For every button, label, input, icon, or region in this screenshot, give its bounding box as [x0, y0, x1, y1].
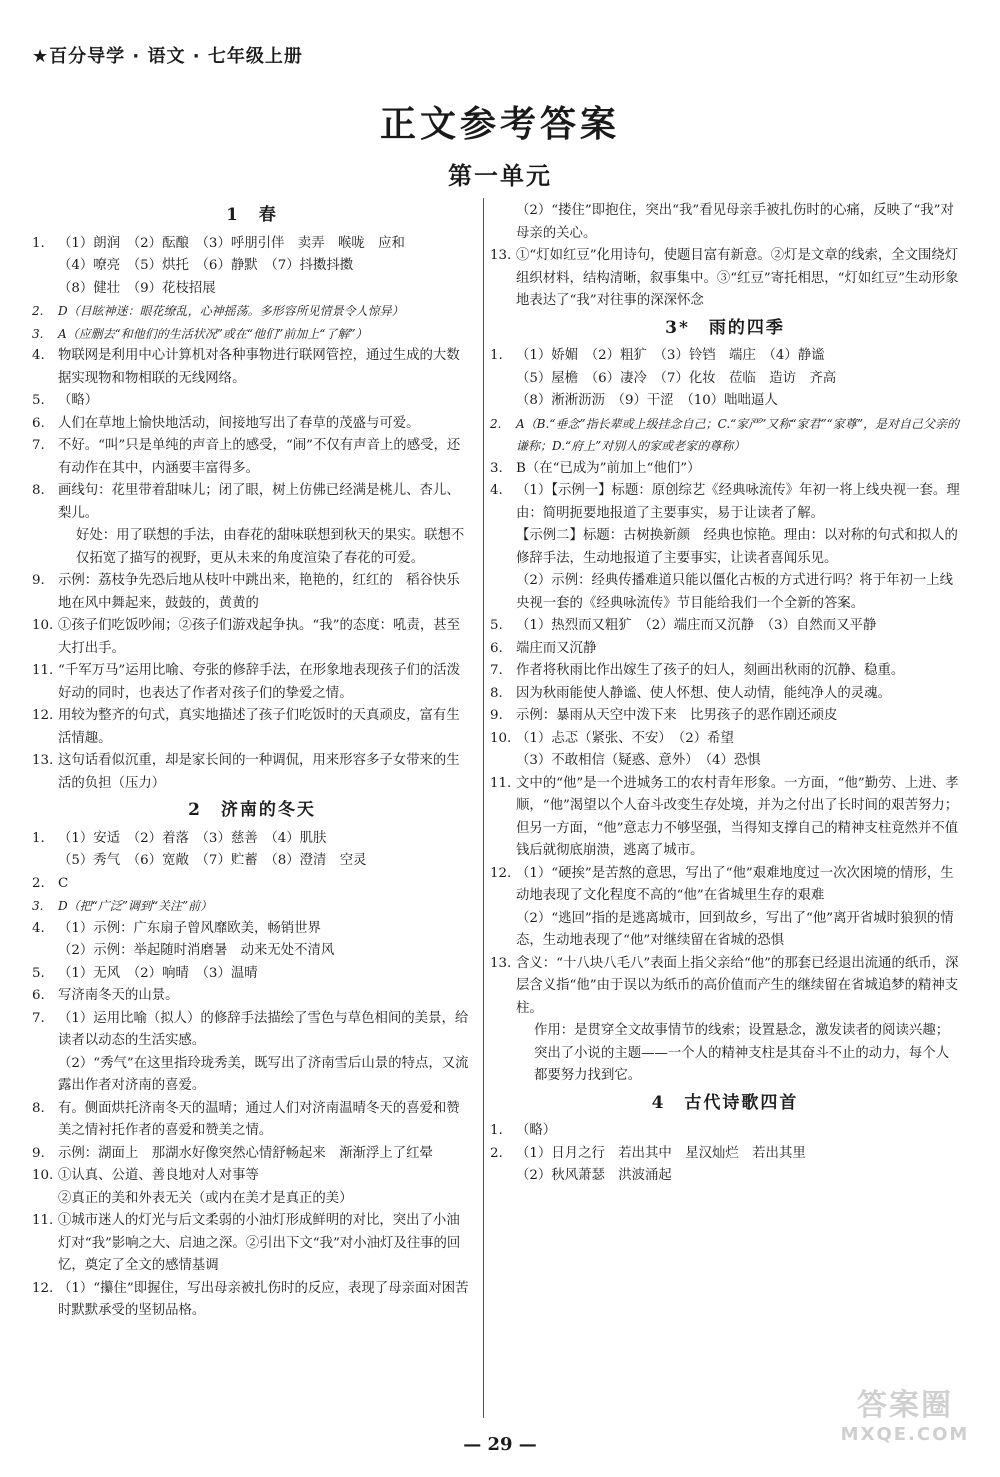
answer-number: 5.: [32, 393, 45, 408]
answer-item: [32, 985, 472, 1008]
answer-number: 4.: [32, 348, 45, 363]
answer-item: [490, 683, 960, 706]
answer-item: [32, 390, 472, 413]
answer-number: 6.: [490, 640, 503, 656]
answer-number: 12.: [32, 708, 54, 723]
answer-text: 含义：“十八块八毛八”表面上指父亲给“他”的那套已经退出流通的纸币，深层含义指“他”由于误以为纸币的高价值而产生的继续留在省城追梦的精神支柱。: [516, 955, 959, 1016]
answer-text: （1）日月之行 若出其中 星汉灿烂 若出其里: [516, 1145, 806, 1161]
answer-item: [32, 895, 472, 918]
answer-continuation: （2）“搂住”即抱住，突出“我”看见母亲手被扎伤时的心痛，反映了“我”对母亲的关心。: [516, 203, 954, 241]
answer-item: [32, 1098, 472, 1143]
book-header: ★百分导学 · 语文 · 七年级上册: [32, 46, 303, 67]
section-title-1: 1 春: [226, 205, 278, 225]
answer-item: [490, 728, 960, 751]
answer-continuation: （2）示例：经典传播难道只能以僵化古板的方式进行吗？将于年初一上线央视一套的《经典咏流传》节目能给我们一个全新的答案。: [516, 573, 954, 611]
answer-item: [490, 953, 960, 1021]
unit-title: 第一单元: [448, 161, 552, 190]
answer-number: 12.: [32, 1280, 54, 1296]
answer-number: 1.: [32, 235, 45, 251]
column-divider: [483, 198, 484, 1418]
answer-number: 7.: [32, 1010, 45, 1026]
answer-text: 写济南冬天的山景。: [58, 988, 179, 1003]
answer-text: （1）忐忑（紧张、不安） （2）希望: [516, 730, 734, 746]
answer-item: [32, 918, 472, 941]
answer-number: 11.: [32, 1213, 54, 1228]
answer-item: [32, 615, 472, 660]
answer-text: 有。侧面烘托济南冬天的温晴；通过人们对济南温晴冬天的喜爱和赞美之情衬托作者的喜爱和赞美之情。: [58, 1100, 460, 1138]
answer-number: 5.: [490, 618, 503, 633]
answer-text: 物联网是利用中心计算机对各种事物进行联网管控，通过生成的大数据实现物和物相联的无线网络。: [58, 348, 460, 386]
answer-number: 10.: [32, 1168, 54, 1183]
answer-item: [32, 480, 472, 525]
answer-item: [32, 570, 472, 615]
answer-number: 5.: [32, 965, 45, 981]
answer-continuation: （2）“逃回”指的是逃离城市，回到故乡，写出了“他”离开省城时狼狈的情态，生动地表现了“他”对继续留在省城的恐惧: [516, 910, 954, 948]
page-title: 正文参考答案: [379, 103, 620, 145]
answer-number: 9.: [32, 573, 45, 588]
answer-text: （1）【示例一】标题：原创综艺《经典咏流传》年初一将上线央视一套。理由：简明扼要地报道了主要事实，易于让读者了解。: [516, 483, 960, 521]
answer-text: 端庄而又沉静: [516, 640, 597, 656]
answer-text: 作者将秋雨比作出嫁生了孩子的妇人，刻画出秋雨的沉静、稳重。: [516, 663, 905, 678]
answer-number: 6.: [32, 415, 45, 431]
answer-item: [490, 863, 960, 908]
answer-item: [490, 1120, 960, 1143]
answer-item: [32, 345, 472, 390]
page-number: — 29 —: [463, 1434, 537, 1455]
answer-number: 10.: [32, 618, 54, 633]
answer-text: 不好。“叫”只是单纯的声音上的感受，“闹”不仅有声音上的感受，还有动作在其中，内涵要丰富得多。: [58, 438, 461, 476]
answer-number: 13.: [32, 753, 54, 768]
answer-item: [32, 435, 472, 480]
answer-number: 3.: [32, 326, 44, 341]
answer-number: 11.: [32, 663, 54, 678]
answer-text: A（应删去“和他们的生活状况”或在“他们”前加上“了解”）: [58, 326, 368, 341]
answer-item: [490, 660, 960, 683]
answer-item: [32, 300, 472, 323]
watermark-logo: [830, 1380, 980, 1460]
answer-item: [32, 413, 472, 436]
answer-number: 8.: [32, 483, 45, 498]
answer-text: 示例：暴雨从天空中泼下来 比男孩子的恶作剧还顽皮: [516, 708, 838, 723]
answer-number: 1.: [490, 1123, 503, 1138]
answer-number: 9.: [32, 1145, 45, 1161]
answer-number: 3.: [490, 460, 503, 476]
answer-continuation: （8）淅淅沥沥 （9）干涩 （10）咄咄逼人: [516, 393, 778, 408]
answer-continuation: 作用：是贯穿全文故事情节的线索；设置悬念，激发读者的阅读兴趣；突出了小说的主题——一个人的精神支柱是其奋斗不止的动力，每个人都要努力找到它。: [534, 1023, 950, 1083]
answer-number: 1.: [32, 830, 45, 846]
answer-item: [32, 705, 472, 750]
section-title-4: 4 古代诗歌四首: [651, 1092, 799, 1113]
answer-text: ①孩子们吃饭吵闹；②孩子们游戏起争执。“我”的态度：吼责，甚至大打出手。: [58, 618, 461, 656]
answer-number: 8.: [32, 1100, 45, 1116]
answer-item: [32, 233, 472, 256]
answer-number: 2.: [32, 304, 44, 318]
answer-number: 7.: [490, 663, 503, 678]
right-column: [490, 200, 960, 1188]
answer-item: [32, 1278, 472, 1323]
answer-item: [32, 963, 472, 986]
section-title-3: 3* 雨的四季: [665, 317, 785, 338]
answer-text: 人们在草地上愉快地活动，间接地写出了春草的茂盛与可爱。: [58, 415, 420, 431]
answer-text: B（在“已成为”前加上“他们”）: [516, 460, 701, 476]
answer-text: C: [58, 875, 69, 891]
answer-text: （1）娇媚 （2）粗犷 （3）铃铛 端庄 （4）静谧: [516, 348, 825, 363]
watermark-url: MXQE.COM: [840, 1424, 970, 1445]
answer-number: 8.: [490, 685, 503, 701]
answer-text: 这句话看似沉重，却是家长间的一种调侃，用来形容多子女带来的生活的负担（压力）: [58, 753, 460, 791]
answer-continuation: （5）秀气 （6）宽敞 （7）贮蓄 （8）澄清 空灵: [58, 853, 367, 868]
answer-text: ①“灯如红豆”化用诗句，使题目富有新意。②灯是文章的线索，全文围绕灯组织材料，结构清晰，叙事集中。③“红豆”寄托相思，“灯如红豆”生动形象地表达了“我”对往事的深深怀念: [516, 248, 959, 308]
answer-item: [32, 1165, 472, 1188]
answer-text: （1）“攥住”即握住，写出母亲被扎伤时的反应，表现了母亲面对困苦时默默承受的坚韧品格。: [58, 1280, 469, 1318]
left-column: [32, 200, 472, 1323]
answer-number: 13.: [490, 955, 512, 971]
answer-continuation: 好处：用了联想的手法，由春花的甜味联想到秋天的果实。联想不仅拓宽了描写的视野，更从未来的角度渲染了春花的可爱。: [76, 528, 465, 566]
answer-text: ①认真、公道、善良地对人对事等: [58, 1168, 259, 1183]
section-title-2: 2 济南的冬天: [188, 800, 316, 820]
answer-text: （1）热烈而又粗犷 （2）端庄而又沉静 （3）自然而又平静: [516, 618, 877, 633]
answer-item: [490, 638, 960, 661]
answer-item: [490, 480, 960, 525]
watermark-text: 答案圈: [857, 1388, 953, 1423]
answer-continuation: （2）秋风萧瑟 洪波涌起: [516, 1168, 672, 1183]
answer-text: 用较为整齐的句式，真实地描述了孩子们吃饭时的天真顽皮，富有生活情趣。: [58, 708, 460, 746]
answer-text: 画线句：花里带着甜味儿；闭了眼，树上仿佛已经满是桃儿、杏儿、梨儿。: [58, 483, 460, 521]
answer-continuation: （2）示例：举起随时消磨暑 动来无处不清风: [58, 943, 335, 958]
answer-item: [490, 413, 960, 458]
answer-item: [490, 773, 960, 863]
answer-text: A（B.“垂念”指长辈或上级挂念自己；C.“家严”又称“家君”“家尊”，是对自己父亲的谦称；D.“府上”对别人的家或老家的尊称）: [516, 416, 959, 453]
answer-number: 4.: [490, 483, 503, 498]
answer-text: 文中的“他”是一个进城务工的农村青年形象。一方面，“他”勤劳、上进、孝顺，“他”渴望以个人奋斗改变生存处境，并为之付出了长时间的艰苦努力；但另一方面，“他”意志力不够坚强，当得知支撑自己的精神支柱竟然并不值钱后就彻底崩溃，逃离了城市。: [516, 775, 959, 858]
answer-item: [32, 750, 472, 795]
answer-number: 2.: [490, 416, 502, 431]
answer-text: （1）安适 （2）着落 （3）慈善 （4）肌肤: [58, 830, 327, 846]
answer-item: [32, 660, 472, 705]
answer-continuation: ②真正的美和外表无关（或内在美才是真正的美）: [58, 1190, 353, 1206]
answer-number: 7.: [32, 438, 45, 453]
answer-continuation: （8）健壮 （9）花枝招展: [58, 280, 216, 296]
answer-text: D（目眩神迷：眼花缭乱，心神摇荡。多形容所见情景令人惊异）: [58, 304, 404, 318]
answer-item: [32, 1008, 472, 1053]
answer-item: [32, 1210, 472, 1278]
answer-item: [32, 323, 472, 346]
answer-continuation: （4）嘹亮 （5）烘托 （6）静默 （7）抖擞抖擞: [58, 258, 354, 273]
answer-item: [490, 458, 960, 481]
answer-continuation: 【示例二】标题：古树换新颜 经典也惊艳。理由：以对称的句式和拟人的修辞手法，生动地报道了主要事实，让读者喜闻乐见。: [516, 528, 958, 566]
answer-text: （1）运用比喻（拟人）的修辞手法描绘了雪色与草色相间的美景，给读者以动态的生活实感。: [58, 1010, 469, 1048]
answer-text: 示例：荔枝争先恐后地从枝叶中跳出来，艳艳的，红红的 稻谷快乐地在风中舞起来，鼓鼓的，黄黄的: [58, 573, 460, 611]
answer-number: 4.: [32, 920, 45, 936]
answer-item: [490, 245, 960, 313]
answer-continuation: （3）不敢相信（疑惑、意外） （4）恐惧: [516, 753, 761, 768]
answer-number: 6.: [32, 988, 45, 1003]
answer-item: [32, 828, 472, 851]
answer-text: （1）“硬挨”是苦熬的意思，写出了“他”艰难地度过一次次困境的情形，生动地表现了文化程度不高的“他”在省城里生存的艰难: [516, 865, 954, 903]
answer-item: [32, 1143, 472, 1166]
answer-text: （略）: [516, 1123, 557, 1138]
answer-text: D（把“广泛”调到“关注”前）: [58, 899, 213, 913]
answer-continuation: （5）屋檐 （6）凄冷 （7）化妆 莅临 造访 齐高: [516, 370, 837, 386]
answer-text: 示例：湖面上 那湖水好像突然心情舒畅起来 渐渐浮上了红晕: [58, 1145, 433, 1161]
answer-number: 13.: [490, 248, 512, 263]
answer-item: [490, 1143, 960, 1166]
answer-text: （1）无风 （2）响晴 （3）温晴: [58, 965, 258, 981]
answer-text: （1）朗润 （2）酝酿 （3）呼朋引伴 卖弄 喉咙 应和: [58, 235, 405, 251]
answer-number: 10.: [490, 730, 512, 746]
answer-number: 9.: [490, 708, 503, 723]
answer-continuation: （2）“秀气”在这里指玲珑秀美，既写出了济南雪后山景的特点，又流露出作者对济南的喜爱。: [58, 1055, 469, 1093]
answer-text: 因为秋雨能使人静谧、使人怀想、使人动情，能纯净人的灵魂。: [516, 685, 891, 701]
answer-number: 2.: [490, 1145, 503, 1161]
answer-item: [32, 873, 472, 896]
answer-item: [490, 615, 960, 638]
answer-item: [490, 705, 960, 728]
answer-number: 12.: [490, 865, 512, 881]
answer-number: 11.: [490, 775, 512, 791]
answer-text: “千军万马”运用比喻、夸张的修辞手法，在形象地表现孩子们的活泼好动的同时，也表达了作者对孩子们的挚爱之情。: [58, 663, 461, 701]
answer-item: [490, 345, 960, 368]
answer-text: （略）: [58, 393, 99, 408]
answer-number: 3.: [32, 899, 44, 913]
answer-text: ①城市迷人的灯光与后文柔弱的小油灯形成鲜明的对比，突出了小油灯对“我”影响之大、启迪之深。②引出下文“我”对小油灯及往事的回忆，奠定了全文的感情基调: [58, 1213, 461, 1273]
answer-number: 1.: [490, 348, 503, 363]
answer-number: 2.: [32, 875, 45, 891]
answer-text: （1）示例：广东扇子曾风靡欧美，畅销世界: [58, 920, 321, 936]
